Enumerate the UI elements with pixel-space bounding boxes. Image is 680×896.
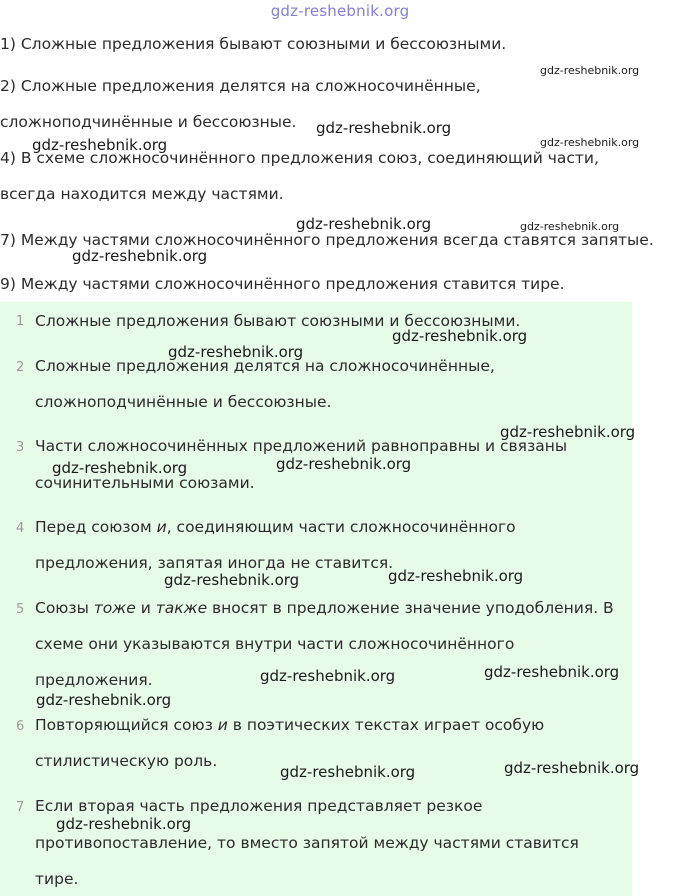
watermark: gdz-reshebnik.org — [388, 567, 524, 585]
watermark: gdz-reshebnik.org — [164, 571, 300, 589]
answer-2-line-1: Сложные предложения делятся на сложносочинённые, — [35, 357, 495, 375]
answer-4-line-1: Перед союзом и, соединяющим части сложносочинённого — [35, 518, 516, 536]
watermark: gdz-reshebnik.org — [72, 247, 208, 265]
answer-number: 6 — [16, 719, 25, 734]
answer-1-line-1: Сложные предложения бывают союзными и бессоюзными. — [35, 312, 521, 330]
statement-4-line-2: всегда находится между частями. — [0, 185, 284, 203]
answer-7-line-1: Если вторая часть предложения представляет резкое — [35, 797, 483, 815]
watermark: gdz-reshebnik.org — [520, 220, 620, 233]
watermark: gdz-reshebnik.org — [36, 691, 172, 709]
watermark: gdz-reshebnik.org — [280, 763, 416, 781]
answer-6-line-2: стилистическую роль. — [35, 752, 218, 770]
site-header-link[interactable]: gdz-reshebnik.org — [270, 2, 410, 20]
answer-2-line-2: сложноподчинённые и бессоюзные. — [35, 393, 332, 411]
statement-2-line-2: сложноподчинённые и бессоюзные. — [0, 113, 297, 131]
watermark: gdz-reshebnik.org — [276, 455, 412, 473]
watermark: gdz-reshebnik.org — [168, 343, 304, 361]
watermark: gdz-reshebnik.org — [296, 215, 432, 233]
answer-number: 1 — [16, 314, 25, 329]
answer-number: 5 — [16, 602, 25, 617]
answer-5-line-3: предложения. — [35, 671, 153, 689]
statement-1: 1) Сложные предложения бывают союзными и бессоюзными. — [0, 35, 507, 53]
watermark: gdz-reshebnik.org — [316, 119, 452, 137]
answer-5-line-1: Союзы тоже и также вносят в предложение значение уподобления. В — [35, 599, 614, 617]
answer-number: 4 — [16, 521, 25, 536]
answer-6-line-1: Повторяющийся союз и в поэтических текстах играет особую — [35, 716, 545, 734]
answer-5-line-2: схеме они указываются внутри части сложносочинённого — [35, 635, 515, 653]
watermark: gdz-reshebnik.org — [56, 815, 192, 833]
answer-7-line-3: тире. — [35, 870, 79, 888]
statement-4-line-1: 4) В схеме сложносочинённого предложения союз, соединяющий части, — [0, 149, 599, 167]
answer-number: 7 — [16, 800, 25, 815]
watermark: gdz-reshebnik.org — [32, 136, 168, 154]
watermark: gdz-reshebnik.org — [504, 759, 640, 777]
answer-number: 3 — [16, 440, 25, 455]
answer-3-line-1: Части сложносочинённых предложений равноправны и связаны — [35, 437, 568, 455]
watermark: gdz-reshebnik.org — [392, 327, 528, 345]
watermark: gdz-reshebnik.org — [260, 667, 396, 685]
answer-3-line-2: сочинительными союзами. — [35, 474, 255, 492]
answer-7-line-2: противопоставление, то вместо запятой между частями ставится — [35, 834, 579, 852]
watermark: gdz-reshebnik.org — [540, 64, 640, 77]
statement-9: 9) Между частями сложносочинённого предложения ставится тире. — [0, 275, 565, 293]
answer-4-line-2: предложения, запятая иногда не ставится. — [35, 554, 394, 572]
statement-2-line-1: 2) Сложные предложения делятся на сложносочинённые, — [0, 77, 481, 95]
watermark: gdz-reshebnik.org — [500, 423, 636, 441]
answer-number: 2 — [16, 360, 25, 375]
watermark: gdz-reshebnik.org — [52, 459, 188, 477]
watermark: gdz-reshebnik.org — [540, 136, 640, 149]
statement-7: 7) Между частями сложносочинённого предложения всегда ставятся запятые. — [0, 231, 654, 249]
watermark: gdz-reshebnik.org — [484, 663, 620, 681]
